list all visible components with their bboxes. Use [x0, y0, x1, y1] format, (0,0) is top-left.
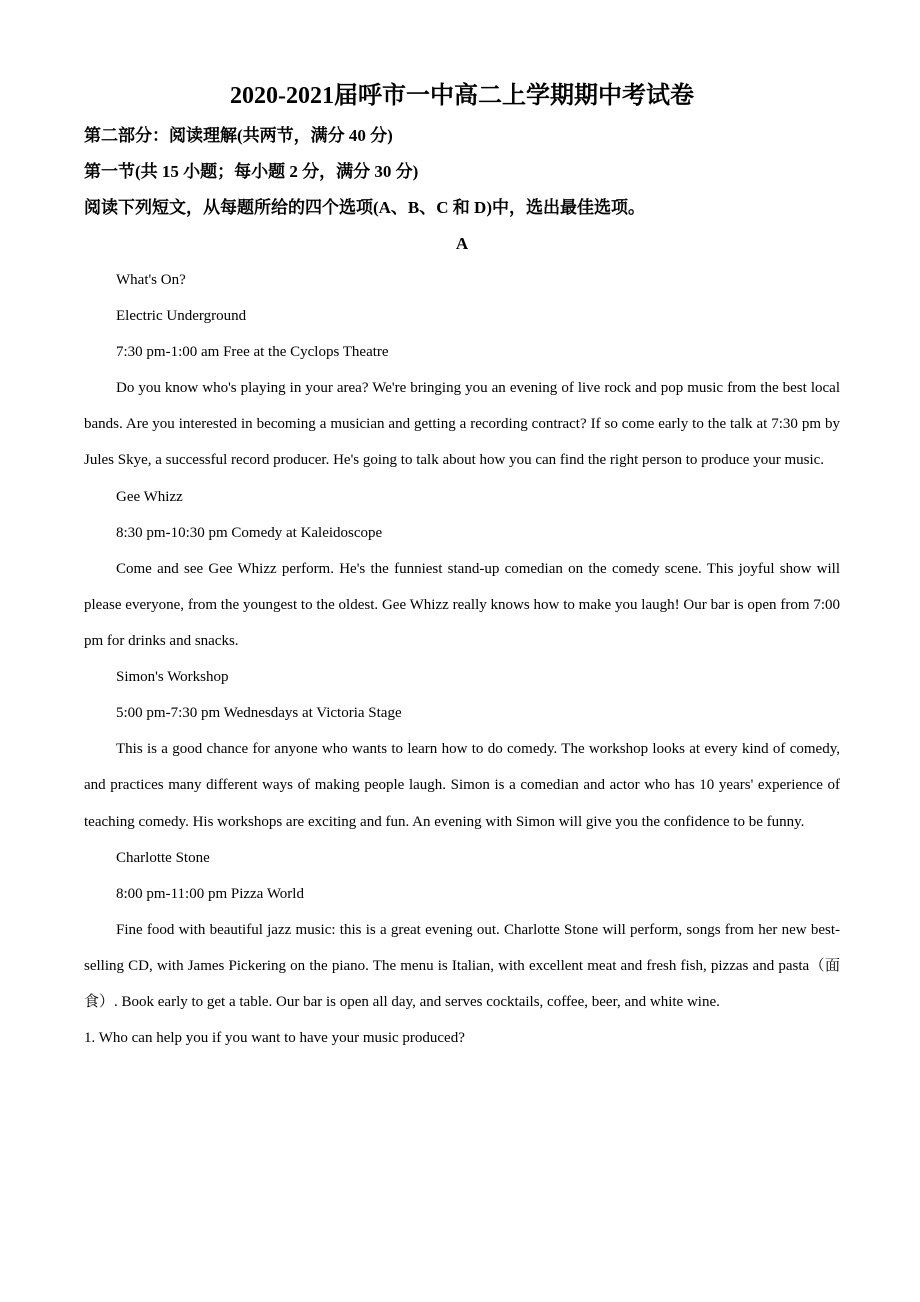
event-description: This is a good chance for anyone who wants to learn how to do comedy. The workshop looks at every kind of comedy, and practices many different ways of making people laugh. Simon is a comedian and actor who has 10 years' experience of teaching comedy. His workshops are exciting and fun. An evening with Simon will give you the confidence to be funny. — [84, 741, 840, 830]
section-heading: 第一节(共 15 小题；每小题 2 分，满分 30 分) — [84, 162, 419, 181]
event-name: Gee Whizz — [116, 488, 183, 505]
part-heading: 第二部分：阅读理解(共两节，满分 40 分) — [84, 126, 393, 145]
question-1: 1. Who can help you if you want to have your music produced? — [84, 1030, 465, 1047]
event-description: Fine food with beautiful jazz music: this is a great evening out. Charlotte Stone will perform, songs from her new best-selling CD, with James Pickering on the piano. The menu is Italian, with excellent meat and fresh fish, pizzas and pasta（面食）. Book early to get a table. Our bar is open all day, and serves cocktails, coffee, beer, and white wine. — [84, 921, 840, 1011]
event-electric-underground — [84, 298, 840, 479]
reading-passage — [84, 262, 840, 1020]
event-description: Come and see Gee Whizz perform. He's the funniest stand-up comedian on the comedy scene. This joyful show will please everyone, from the youngest to the oldest. Gee Whizz really knows how to make you laugh! Our bar is open from 7:00 pm for drinks and snacks. — [84, 560, 840, 650]
event-description: Do you know who's playing in your area? We're bringing you an evening of live rock and pop music from the best local bands. Are you interested in becoming a musician and getting a recording contract? If so come early to the talk at 7:30 pm by Jules Skye, a successful record producer. He's going to talk about how you can find the right person to produce your music. — [84, 380, 840, 469]
section-letter: A — [455, 234, 469, 253]
event-name: Simon's Workshop — [116, 669, 229, 686]
event-name: Electric Underground — [116, 308, 247, 324]
passage-intro: What's On? — [116, 272, 186, 288]
event-charlotte-stone — [84, 840, 840, 1021]
exam-page — [84, 78, 840, 1056]
event-time: 5:00 pm-7:30 pm Wednesdays at Victoria Stage — [116, 705, 402, 722]
event-gee-whizz — [84, 479, 840, 660]
instructions: 阅读下列短文，从每题所给的四个选项(A、B、C 和 D)中，选出最佳选项。 — [84, 198, 645, 217]
page-title: 2020-2021届呼市一中高二上学期期中考试卷 — [230, 83, 694, 109]
event-time: 8:00 pm-11:00 pm Pizza World — [116, 885, 304, 902]
event-time: 8:30 pm-10:30 pm Comedy at Kaleidoscope — [116, 524, 383, 541]
event-name: Charlotte Stone — [116, 849, 210, 866]
event-time: 7:30 pm-1:00 am Free at the Cyclops Theatre — [116, 344, 389, 360]
event-simons-workshop — [84, 659, 840, 840]
